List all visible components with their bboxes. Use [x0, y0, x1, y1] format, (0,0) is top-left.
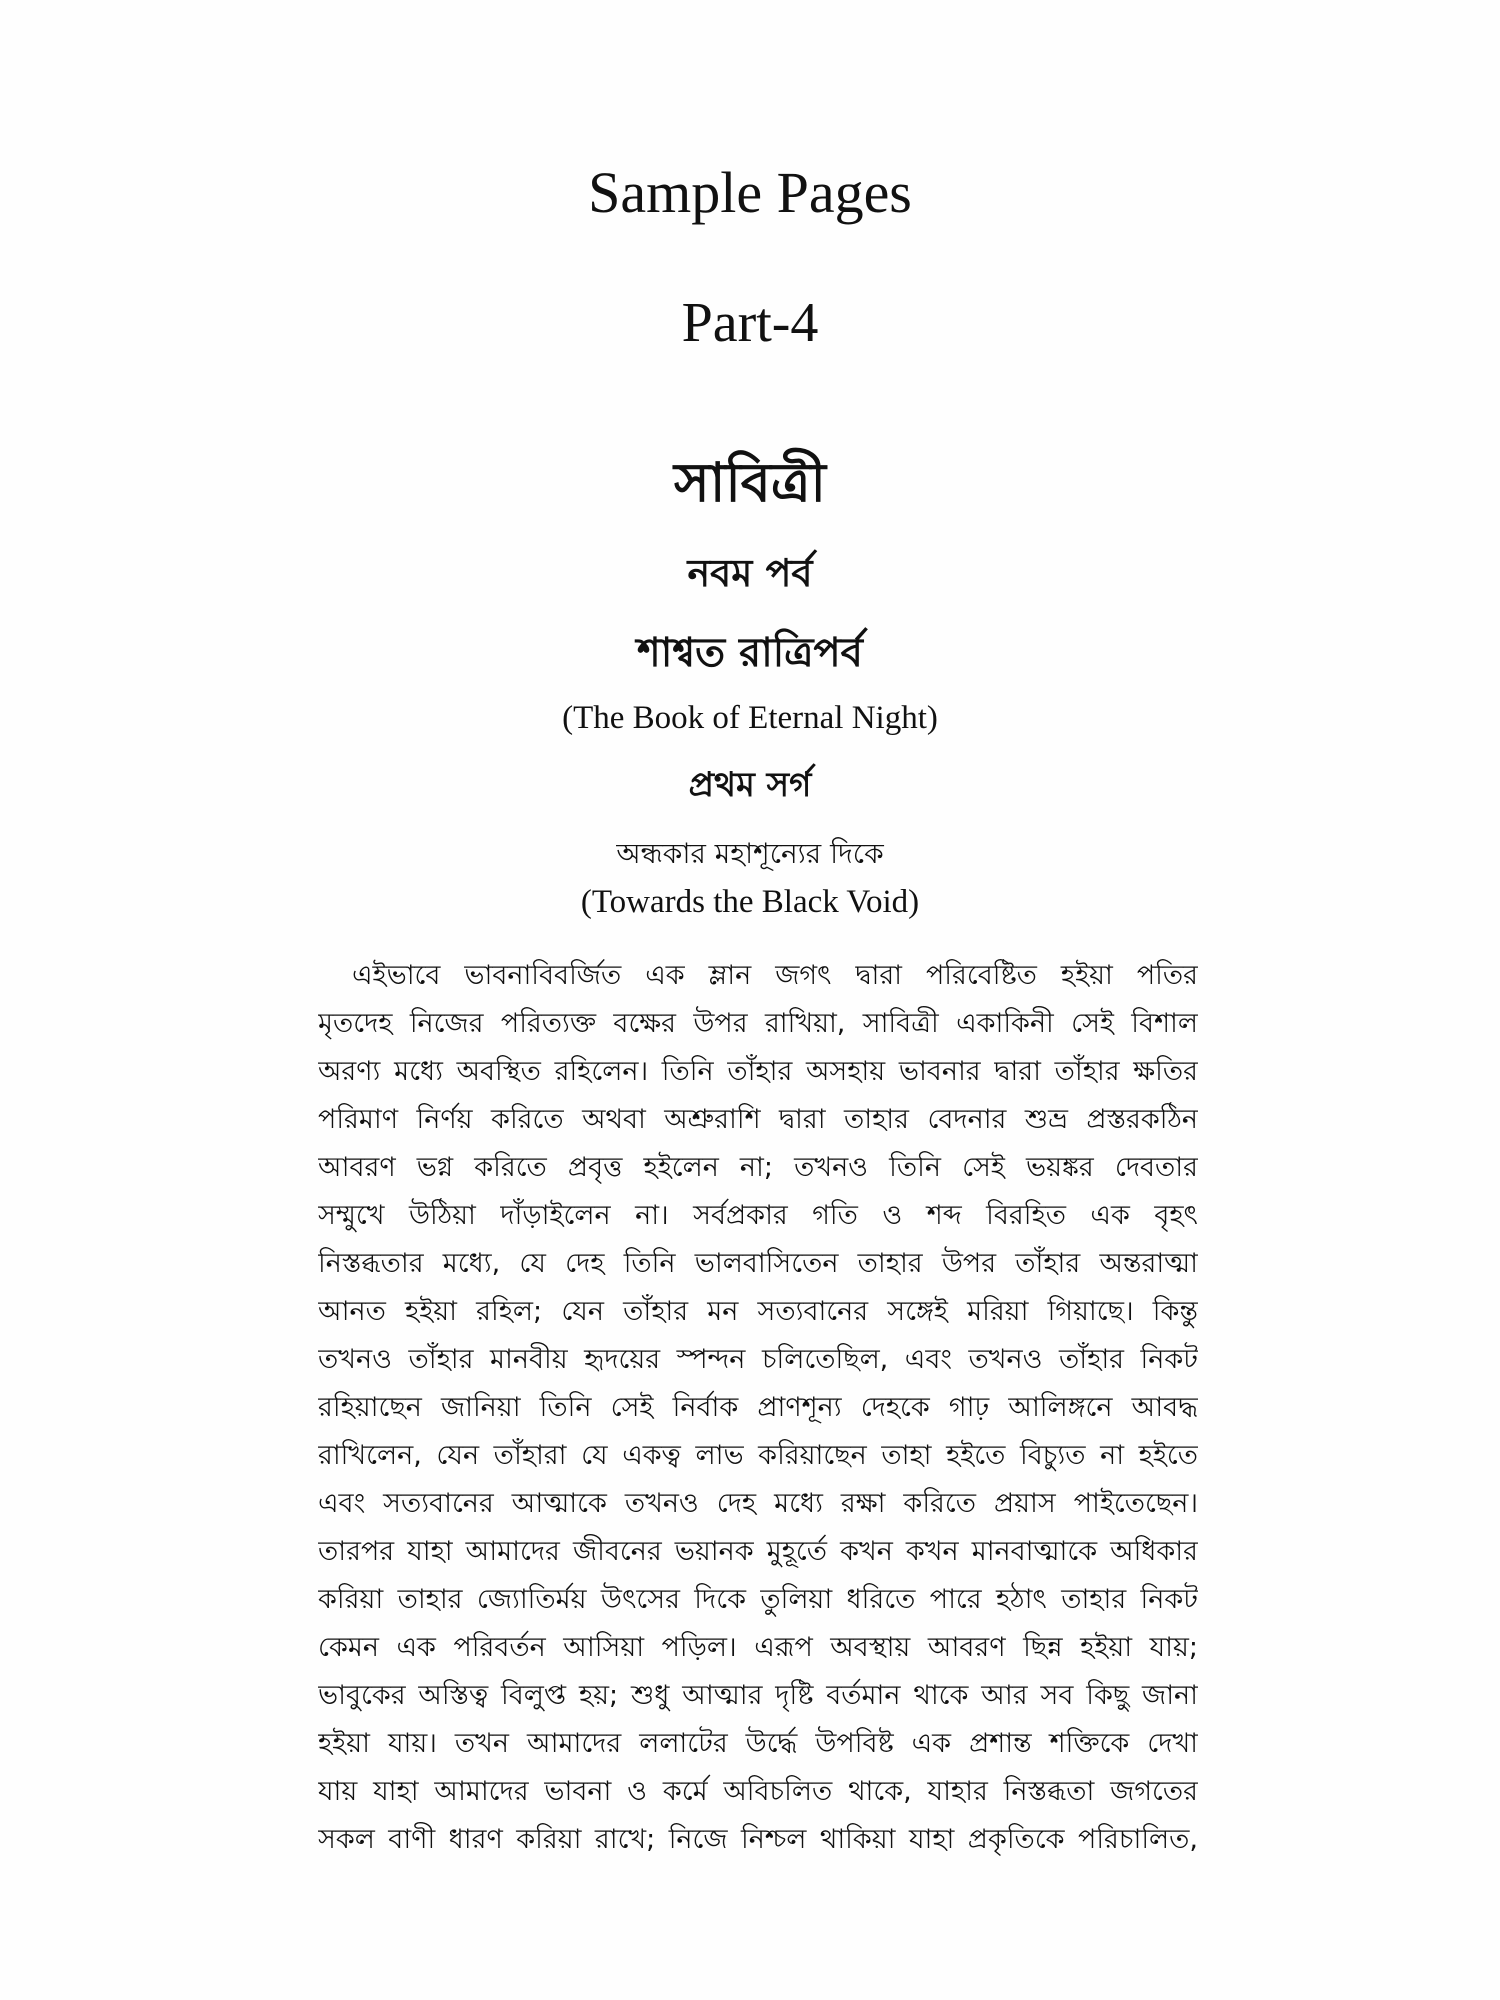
paragraph-line: নিস্তব্ধতার মধ্যে, যে দেহ তিনি ভালবাসিতেন তাহার উপর তাঁহার অন্তরাত্মা [318, 1248, 1198, 1279]
paragraph-line: তারপর যাহা আমাদের জীবনের ভয়ানক মুহূর্তে কখন কখন মানবাত্মাকে অধিকার [318, 1536, 1198, 1567]
canto-subtitle-english: (Towards the Black Void) [580, 884, 920, 920]
part-name: নবম পর্ব [687, 551, 813, 595]
paragraph-line: এবং সত্যবানের আত্মাকে তখনও দেহ মধ্যে রক্ষা করিতে প্রয়াস পাইতেছেন। [318, 1488, 1198, 1519]
paragraph-line: মৃতদেহ নিজের পরিত্যক্ত বক্ষের উপর রাখিয়া, সাবিত্রী একাকিনী সেই বিশাল [318, 1008, 1198, 1039]
paragraph-line: অরণ্য মধ্যে অবস্থিত রহিলেন। তিনি তাঁহার অসহায় ভাবনার দ্বারা তাঁহার ক্ষতির [318, 1056, 1198, 1087]
canto-subtitle: অন্ধকার মহাশূন্যের দিকে [616, 837, 884, 870]
paragraph-line: করিয়া তাহার জ্যোতির্ময় উৎসের দিকে তুলিয়া ধরিতে পারে হঠাৎ তাহার নিকট [318, 1584, 1198, 1615]
paragraph-line: হইয়া যায়। তখন আমাদের ললাটের উর্দ্ধে উপবিষ্ট এক প্রশান্ত শক্তিকে দেখা [318, 1728, 1198, 1759]
paragraph-line: আবরণ ভগ্ন করিতে প্রবৃত্ত হইলেন না; তখনও তিনি সেই ভয়ঙ্কর দেবতার [318, 1152, 1198, 1183]
paragraph-line: সকল বাণী ধারণ করিয়া রাখে; নিজে নিশ্চল থাকিয়া যাহা প্রকৃতিকে পরিচালিত, [318, 1824, 1198, 1855]
canto-name: প্রথম সর্গ [688, 765, 812, 805]
paragraph-line: রহিয়াছেন জানিয়া তিনি সেই নির্বাক প্রাণশূন্য দেহকে গাঢ় আলিঙ্গনে আবদ্ধ [318, 1392, 1198, 1423]
paragraph-line: কেমন এক পরিবর্তন আসিয়া পড়িল। এরূপ অবস্থায় আবরণ ছিন্ন হইয়া যায়; [318, 1632, 1198, 1663]
paragraph-line: আনত হইয়া রহিল; যেন তাঁহার মন সত্যবানের সঙ্গেই মরিয়া গিয়াছে। কিন্তু [318, 1296, 1198, 1327]
book-title: সাবিত্রী [674, 451, 826, 514]
paragraph-line: পরিমাণ নির্ণয় করিতে অথবা অশ্রুরাশি দ্বারা তাহার বেদনার শুভ্র প্রস্তরকঠিন [318, 1104, 1198, 1135]
book-name-english: (The Book of Eternal Night) [562, 700, 938, 736]
paragraph-line: ভাবুকের অস্তিত্ব বিলুপ্ত হয়; শুধু আত্মার দৃষ্টি বর্তমান থাকে আর সব কিছু জানা [318, 1680, 1198, 1711]
paragraph-line: সম্মুখে উঠিয়া দাঁড়াইলেন না। সর্বপ্রকার গতি ও শব্দ বিরহিত এক বৃহৎ [318, 1200, 1198, 1231]
paragraph-line: যায় যাহা আমাদের ভাবনা ও কর্মে অবিচলিত থাকে, যাহার নিস্তব্ধতা জগতের [318, 1776, 1198, 1807]
paragraph-line: এইভাবে ভাবনাবিবর্জিত এক ম্লান জগৎ দ্বারা পরিবেষ্টিত হইয়া পতির [352, 960, 1198, 991]
paragraph-line: তখনও তাঁহার মানবীয় হৃদয়ের স্পন্দন চলিতেছিল, এবং তখনও তাঁহার নিকট [318, 1344, 1198, 1375]
paragraph-line: রাখিলেন, যেন তাঁহারা যে একত্ব লাভ করিয়াছেন তাহা হইতে বিচ্যুত না হইতে [318, 1440, 1198, 1471]
book-name: শাশ্বত রাত্রিপর্ব [637, 630, 863, 676]
sample-pages-title: Sample Pages [588, 160, 912, 225]
part-title: Part-4 [681, 292, 819, 354]
